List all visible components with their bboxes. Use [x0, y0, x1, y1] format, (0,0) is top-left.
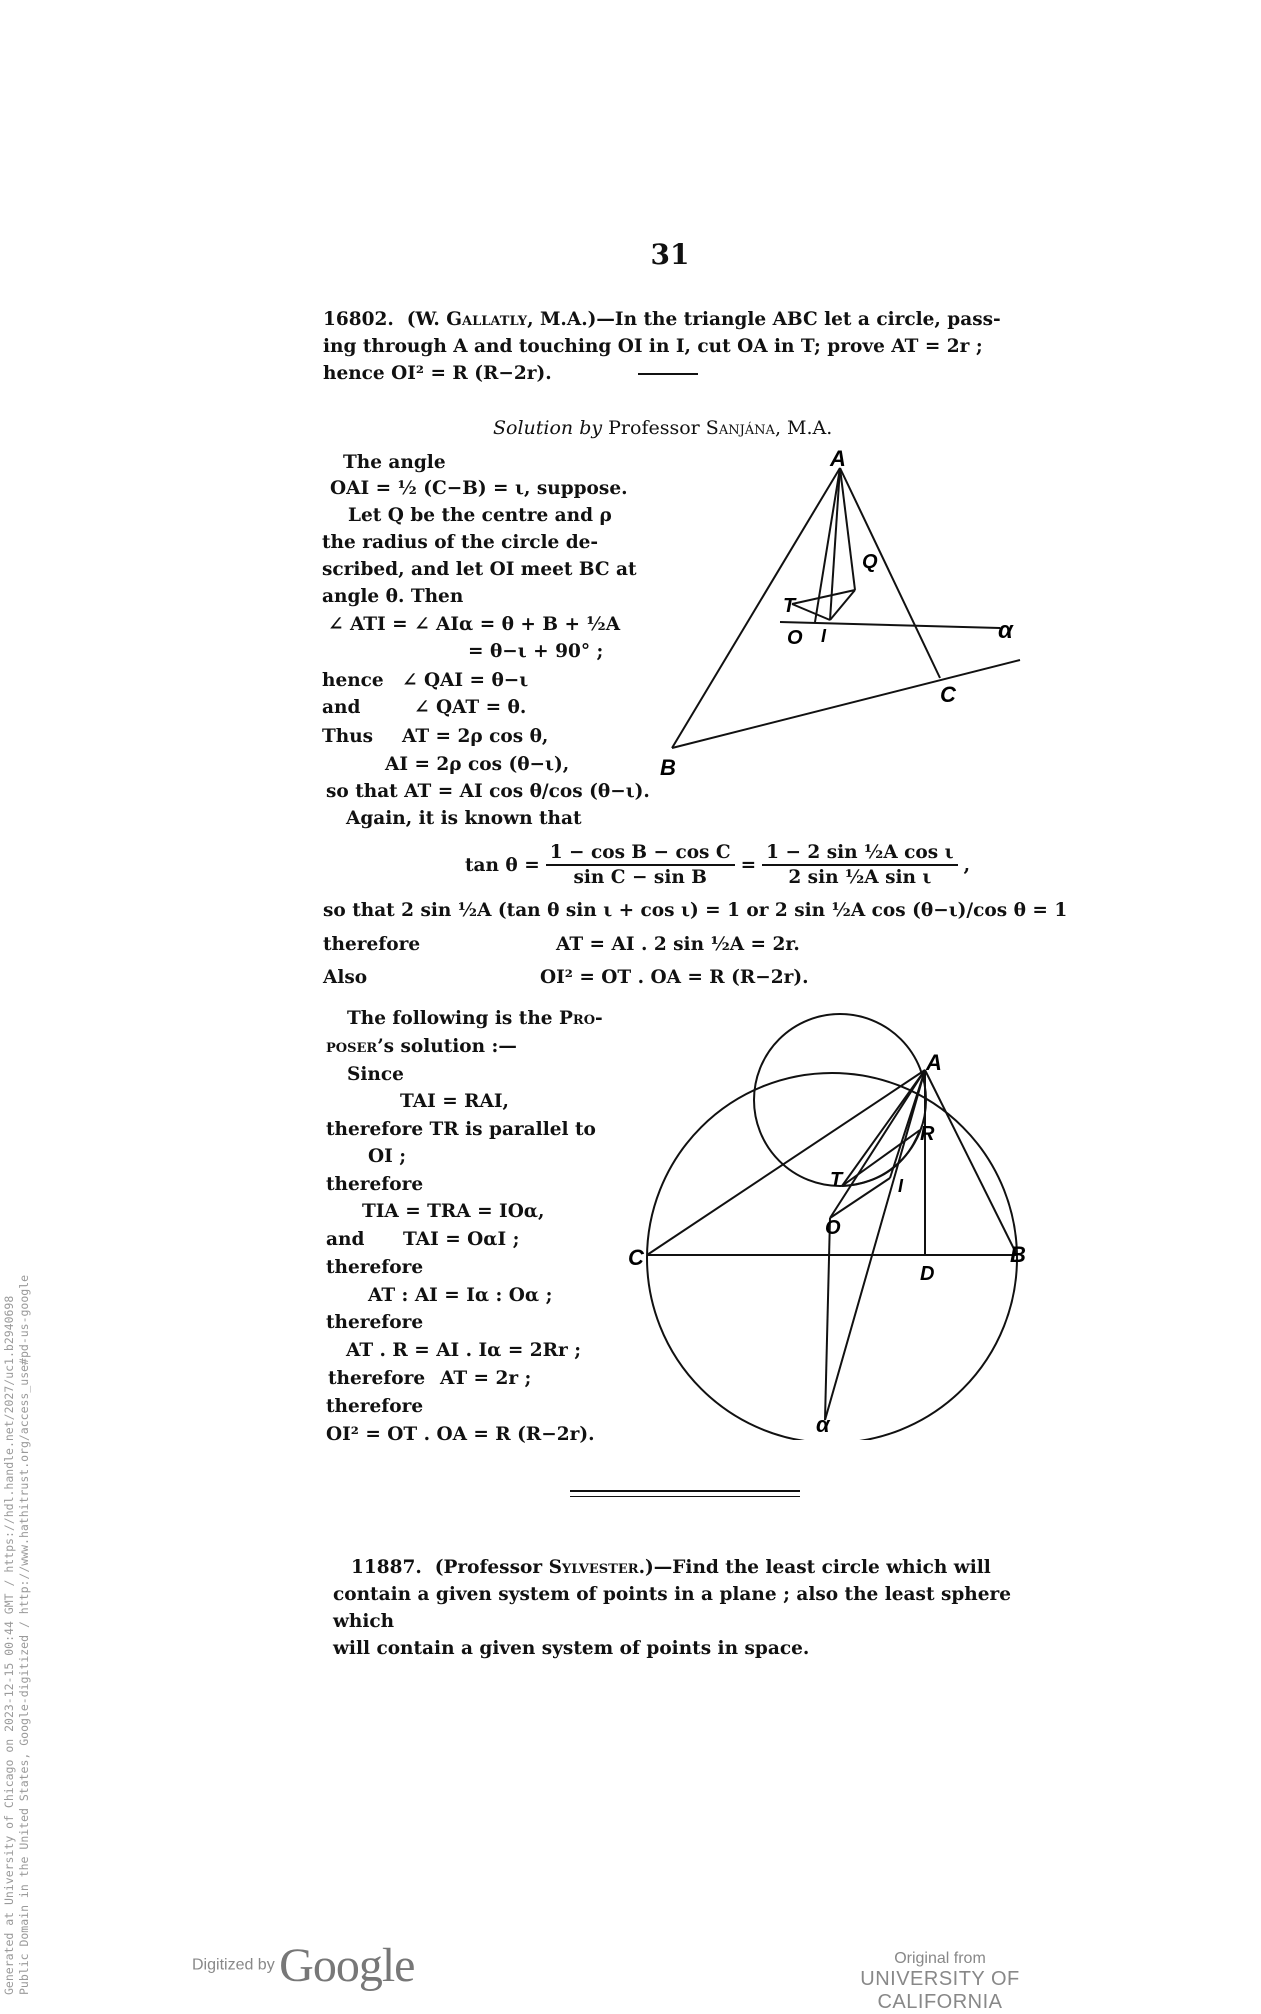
proposer-line: Since [347, 1064, 404, 1085]
sol-line: ∠ QAI = θ−ι [402, 670, 529, 691]
proposer-line: therefore [328, 1368, 426, 1389]
fig1-label-c: C [940, 682, 956, 707]
problem-16802-line-3-text: hence OI² = R (R−2r). [323, 363, 552, 384]
sol-line: AT = 2ρ cos θ, [402, 726, 549, 747]
tan-lhs: tan θ = [465, 854, 540, 876]
fig2-label-d: D [920, 1263, 935, 1285]
solution-heading [493, 417, 832, 439]
original-from-label: Original from [894, 1950, 986, 1967]
side-watermark-line-2: Public Domain in the United States, Google-digitized / http://www.hathitrust.org/access_use#pd-us-google [17, 1274, 31, 1995]
page-number: 31 [650, 238, 690, 271]
fig2-label-r: R [920, 1123, 935, 1145]
tan-fraction-2 [762, 842, 957, 888]
tan-equals: = [740, 854, 757, 876]
sol-line: hence [322, 670, 384, 691]
tan-fraction-1-den: sin C − sin B [573, 867, 707, 888]
result-line: Also [323, 967, 368, 988]
digitized-by-google [192, 1938, 414, 1993]
fig2-label-b: B [1010, 1242, 1026, 1267]
line-ti [792, 604, 830, 620]
proposer-line: TIA = TRA = IOα, [362, 1201, 545, 1222]
fig2-label-c: C [628, 1245, 644, 1270]
separator-rule-bottom [570, 1496, 800, 1497]
line-o-alpha [825, 1218, 830, 1420]
solution-heading-name: Sanjána [705, 417, 775, 439]
result-line: therefore [323, 934, 421, 955]
sol-line: so that AT = AI cos θ/cos (θ−ι). [326, 781, 650, 802]
sol-line: The angle [343, 452, 446, 473]
side-ac [840, 468, 940, 678]
sol-line: ∠ ATI = ∠ AIα = θ + B + ½A [328, 614, 621, 635]
university-label: UNIVERSITY OF CALIFORNIA [860, 1968, 1020, 2013]
line-ao [830, 1070, 925, 1218]
google-logo: Google [279, 1939, 415, 1992]
problem-16802-line-1 [323, 306, 1023, 333]
sol-line: and [322, 697, 361, 718]
original-from [800, 1950, 1080, 2014]
proposer-line: and [326, 1229, 365, 1250]
sol-line: AI = 2ρ cos (θ−ι), [385, 754, 570, 775]
problem-16802 [323, 306, 1023, 387]
proposer-line: AT = 2r ; [440, 1368, 532, 1389]
proposer-word-b: poser [326, 1036, 378, 1057]
tan-fraction-1 [546, 842, 735, 888]
solution-heading-suffix: , M.A. [774, 417, 833, 439]
sol-line: the radius of the circle de- [322, 532, 599, 553]
sol-line: = θ−ι + 90° ; [468, 641, 604, 662]
short-rule [638, 373, 698, 375]
proposer-line: TAI = RAI, [400, 1091, 509, 1112]
proposer-line: AT : AI = Iα : Oα ; [368, 1285, 553, 1306]
line-aq [840, 468, 855, 590]
fig2-label-o: O [825, 1217, 841, 1239]
fig1-label-i: I [821, 626, 827, 646]
fig2-label-t: T [830, 1169, 843, 1191]
circumcircle [647, 1073, 1017, 1440]
tan-equation [465, 842, 970, 888]
sol-line: Thus [322, 726, 374, 747]
line-at [842, 1070, 925, 1186]
tan-fraction-2-den: 2 sin ½A sin ι [788, 867, 932, 888]
proposer-line: AT . R = AI . Iα = 2Rr ; [346, 1340, 582, 1361]
digitized-by-label: Digitized by [192, 1956, 275, 1974]
proposer-line: therefore TR is parallel to [326, 1119, 596, 1140]
fig2-label-i: I [898, 1176, 904, 1196]
problem-16802-line-3 [323, 360, 1023, 387]
sol-line: ∠ QAT = θ. [414, 697, 527, 718]
fig1-label-b: B [660, 755, 676, 780]
fig1-label-a: A [830, 450, 846, 471]
tan-fraction-1-num: 1 − cos B − cos C [546, 842, 735, 866]
result-line: so that 2 sin ½A (tan θ sin ι + cos ι) = 1 or 2 sin ½A cos (θ−ι)/cos θ = 1 [323, 900, 1068, 921]
side-watermark [2, 1275, 32, 1995]
problem-11887-line-3: will contain a given system of points in space. [333, 1638, 810, 1659]
problem-11887-number: 11887. [351, 1557, 422, 1578]
sol-line: OAI = ½ (C−B) = ι, suppose. [330, 478, 628, 499]
sol-line: Let Q be the centre and ρ [348, 505, 612, 526]
proposer-line: OI ; [368, 1146, 407, 1167]
line-ca [647, 1070, 925, 1255]
fig2-label-a: A [926, 1050, 942, 1075]
fig1-label-alpha: α [998, 617, 1013, 644]
side-watermark-line-1: Generated at University of Chicago on 2023-12-15 00:44 GMT / https://hdl.handle.net/2027/uc1.b2940698 [2, 1295, 16, 1995]
line-oi [780, 622, 1000, 628]
figure-triangle [640, 450, 1040, 780]
proposer-line: therefore [326, 1174, 424, 1195]
fig1-label-o: O [787, 627, 803, 649]
proposer-lead: The following is the [347, 1008, 553, 1029]
problem-16802-author: Gallatly [446, 309, 528, 330]
problem-16802-line-1-rest: —In the triangle ABC let a circle, pass- [596, 309, 1001, 330]
line-bc [672, 660, 1020, 748]
proposer-intro [347, 1008, 603, 1029]
solution-heading-label: Solution by [493, 417, 603, 439]
proposer-line: therefore [326, 1257, 424, 1278]
problem-11887 [333, 1554, 1053, 1662]
sol-line: angle θ. Then [322, 586, 464, 607]
line-ab [925, 1070, 1017, 1255]
problem-16802-open: (W. [406, 309, 440, 330]
solution-heading-title: Professor [608, 417, 700, 439]
problem-11887-author-suffix: .) [638, 1557, 654, 1578]
proposer-line: therefore [326, 1312, 424, 1333]
problem-11887-line-1-rest: —Find the least circle which will [653, 1557, 991, 1578]
fig1-label-q: Q [862, 551, 878, 573]
fig1-label-t: T [783, 595, 796, 617]
sol-line: Again, it is known that [346, 808, 582, 829]
problem-11887-author: Sylvester [548, 1557, 639, 1578]
proposer-line: OI² = OT . OA = R (R−2r). [326, 1424, 595, 1445]
line-ai [830, 468, 840, 620]
tan-comma: , [963, 854, 971, 876]
problem-11887-line-2: contain a given system of points in a plane ; also the least sphere which [333, 1584, 1012, 1632]
problem-11887-open: (Professor [434, 1557, 543, 1578]
problem-16802-line-2: ing through A and touching OI in I, cut OA in T; prove AT = 2r ; [323, 336, 983, 357]
sol-line: scribed, and let OI meet BC at [322, 559, 637, 580]
proposer-intro-2 [326, 1036, 517, 1057]
result-line: AT = AI . 2 sin ½A = 2r. [556, 934, 800, 955]
proposer-line: TAI = OαI ; [403, 1229, 520, 1250]
proposer-line: therefore [326, 1396, 424, 1417]
result-line: OI² = OT . OA = R (R−2r). [540, 967, 809, 988]
problem-16802-author-suffix: , M.A.) [527, 309, 597, 330]
side-ab [672, 468, 840, 748]
tan-fraction-2-num: 1 − 2 sin ½A cos ι [762, 842, 957, 866]
fig2-label-alpha: α [816, 1412, 830, 1437]
line-a-alpha [825, 1070, 925, 1420]
proposer-word-a: Pro- [559, 1008, 603, 1029]
problem-11887-line-1 [333, 1554, 1053, 1581]
proposer-after: ’s solution :— [377, 1036, 517, 1057]
figure-circumcircle [620, 1000, 1040, 1440]
separator-rule-top [570, 1490, 800, 1492]
problem-16802-number: 16802. [323, 309, 394, 330]
